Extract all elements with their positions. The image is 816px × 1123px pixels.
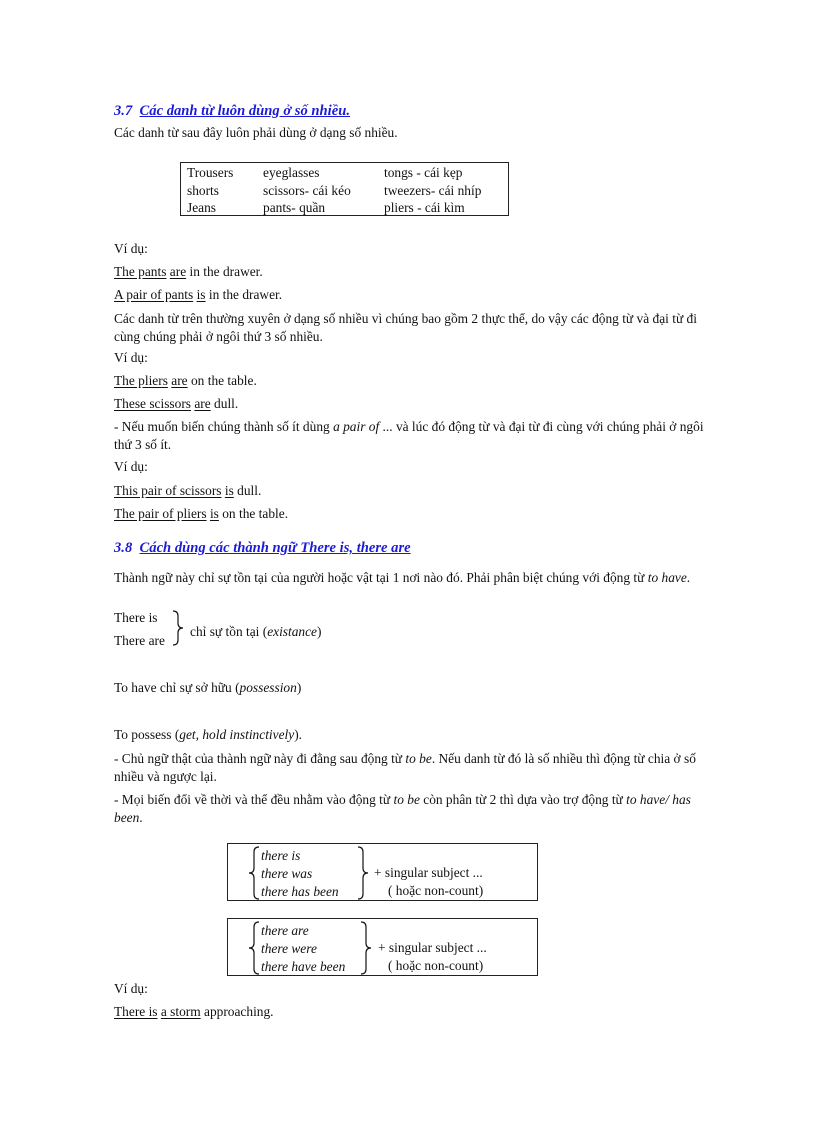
table-cell: eyeglasses [263, 165, 320, 180]
list-item: there has been [261, 884, 339, 899]
example-subject: A pair of pants [114, 287, 194, 302]
list-item: there have been [261, 959, 346, 974]
desc-italic: existance [267, 624, 318, 639]
paragraph [114, 791, 722, 827]
example-verb: are [169, 264, 187, 279]
subject-text: + singular subject ... [378, 940, 487, 955]
example-sentence [114, 483, 261, 499]
section-title: Cách dùng các thành ngữ There is, there are [139, 540, 411, 556]
example-rest: approaching. [200, 1004, 274, 1019]
subject-text: + singular subject ... [374, 865, 483, 880]
section-number: 3.7 [114, 103, 133, 119]
example-verb: is [209, 506, 219, 521]
subject-rule [378, 939, 487, 975]
subject-rule [374, 864, 483, 900]
example-sentence [114, 373, 257, 389]
example-object: a storm [160, 1004, 201, 1019]
subject-note: ( hoặc non-count) [388, 958, 484, 973]
paragraph-italic: a pair of [333, 419, 380, 434]
paragraph-text: ... và lúc đó động từ và đại từ đi cùng với chúng phải ở ngôi thứ 3 số ít. [114, 419, 704, 452]
paragraph-text: - Mọi biến đổi về thời và thể đều nhằm vào động từ [114, 792, 394, 807]
desc-text: chỉ sự tồn tại ( [190, 624, 268, 639]
example-sentence [114, 396, 238, 412]
table-row [187, 182, 481, 200]
table-cell: shorts [187, 182, 219, 198]
subject-note: ( hoặc non-count) [388, 883, 484, 898]
there-forms-list [261, 847, 339, 901]
example-rest: on the table. [187, 373, 257, 388]
example-sentence [114, 264, 263, 280]
paragraph-italic: to be [405, 751, 432, 766]
left-brace-icon [248, 921, 262, 975]
example-rest: in the drawer. [205, 287, 283, 302]
list-item: there were [261, 941, 317, 956]
example-subject: These scissors [114, 396, 191, 411]
desc-text: ) [317, 624, 322, 639]
example-verb: is [196, 287, 206, 302]
section-3-8-heading [114, 540, 411, 557]
paragraph-text: - Nếu muốn biến chúng thành số ít dùng [114, 419, 334, 434]
possess-italic: get, hold instinctively [179, 727, 295, 742]
example-subject: This pair of scissors [114, 483, 222, 498]
paragraph-italic: to have/ has been [114, 792, 691, 825]
example-rest: on the table. [218, 506, 289, 521]
section-number: 3.8 [114, 540, 133, 556]
example-rest: in the drawer. [186, 264, 263, 279]
there-is-box [227, 843, 538, 901]
table-cell: Trousers [187, 165, 234, 180]
have-text: ) [296, 680, 302, 695]
have-italic: possession [239, 680, 297, 695]
section-3-7-heading [114, 103, 350, 120]
have-text: To have chỉ sự sở hữu ( [114, 680, 240, 695]
have-line [114, 680, 301, 696]
example-subject: There is [114, 1004, 158, 1019]
example-rest: dull. [210, 396, 239, 411]
there-are-box [227, 918, 538, 976]
table-row [187, 199, 481, 217]
possess-line [114, 727, 302, 743]
possess-text: ). [294, 727, 302, 742]
example-subject: The pair of pliers [114, 506, 207, 521]
example-sentence [114, 287, 282, 303]
right-brace-icon [170, 610, 186, 646]
table-cell: pants- quần [263, 200, 326, 215]
example-label: Ví dụ: [114, 241, 148, 256]
paragraph-text: . [139, 810, 143, 825]
paragraph [114, 418, 722, 454]
example-subject: The pliers [114, 373, 168, 388]
existence-description [190, 624, 321, 640]
paragraph: Các danh từ trên thường xuyên ở dạng số nhiều vì chúng bao gồm 2 thực thể, do vậy các động từ và đại từ đi cùng chúng phải ở ngôi thứ 3 số nhiều. [114, 311, 697, 344]
plural-nouns-table [180, 162, 509, 216]
there-is-label: There is [114, 610, 158, 625]
table-cell: scissors- cái kéo [263, 182, 351, 198]
table-cell: pliers - cái kìm [384, 200, 465, 215]
table-cell: tongs - cái kẹp [384, 165, 463, 180]
list-item: there was [261, 866, 313, 881]
example-subject: The pants [114, 264, 167, 279]
there-forms-list [261, 922, 345, 976]
paragraph-text: . Nếu danh từ đó là số nhiều thì động từ chia ở số nhiều và ngược lại. [114, 751, 696, 784]
possess-text: To possess ( [114, 727, 180, 742]
right-brace-icon [355, 846, 369, 900]
left-brace-icon [248, 846, 262, 900]
paragraph-italic: to have [647, 570, 687, 585]
example-verb: are [194, 396, 211, 411]
table-cell: Jeans [187, 200, 217, 215]
paragraph [114, 750, 722, 786]
paragraph-text: còn phân từ 2 thì dựa vào trợ động từ [419, 792, 627, 807]
right-brace-icon [358, 921, 372, 975]
paragraph-italic: to be [393, 792, 420, 807]
there-are-label: There are [114, 633, 165, 648]
example-verb: are [171, 373, 188, 388]
section-3-7-intro: Các danh từ sau đây luôn phải dùng ở dạng số nhiều. [114, 125, 398, 140]
table-cell: tweezers- cái nhíp [384, 182, 482, 198]
list-item: there are [261, 923, 309, 938]
example-rest: dull. [233, 483, 262, 498]
paragraph-text: . [686, 570, 691, 585]
table-row [187, 164, 481, 182]
example-sentence [114, 1004, 274, 1020]
paragraph-text: Thành ngữ này chỉ sự tồn tại của người hoặc vật tại 1 nơi nào đó. Phải phân biệt chúng với động từ [114, 570, 648, 585]
paragraph-text: - Chủ ngữ thật của thành ngữ này đi đằng sau động từ [114, 751, 406, 766]
paragraph [114, 569, 722, 587]
example-label: Ví dụ: [114, 350, 148, 365]
example-label: Ví dụ: [114, 981, 148, 996]
section-title: Các danh từ luôn dùng ở số nhiều. [139, 103, 350, 119]
list-item: there is [261, 848, 301, 863]
example-label: Ví dụ: [114, 459, 148, 474]
example-sentence [114, 506, 288, 522]
example-verb: is [224, 483, 234, 498]
